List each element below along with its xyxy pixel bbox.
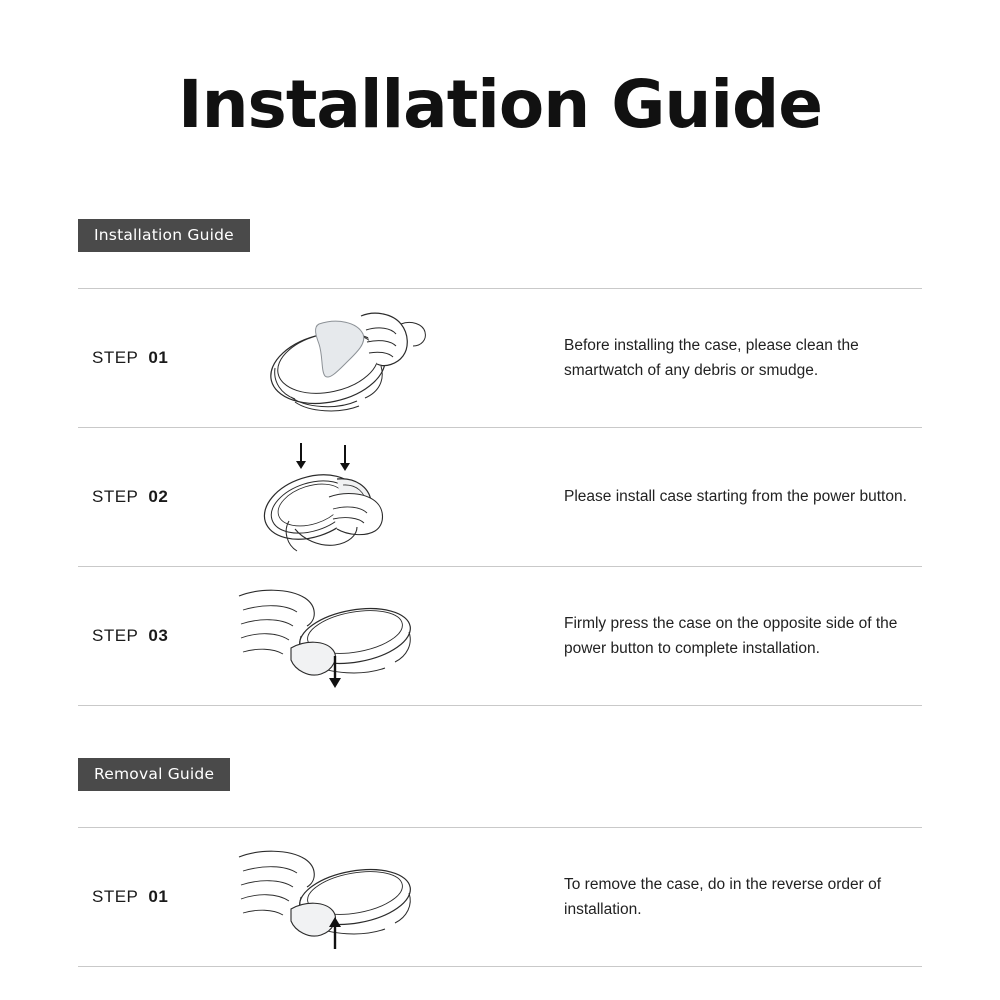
step-text-2: Please install case starting from the power button. [564,488,907,506]
step-text-1: Before installing the case, please clean the smartwatch of any debris or smudge. [564,336,859,379]
section-gap [0,706,1000,758]
section-tag-wrap-removal [0,758,1000,791]
step-word-removal-1: STEP [92,887,139,906]
table-row [78,567,922,706]
table-row [78,428,922,567]
step-word-1: STEP [92,348,139,367]
down-arrow-icon [340,445,350,471]
steps-table-installation [78,288,922,706]
section-removal-guide [0,758,1000,967]
wipe-smartwatch-illustration [218,293,478,423]
step-label-2 [78,487,218,507]
section-tag-installation: Installation Guide [78,219,250,252]
section-installation-guide [0,219,1000,706]
step-number-removal-1: 01 [148,887,169,906]
remove-case-illustration [218,832,478,962]
table-row [78,289,922,428]
down-arrow-icon [296,443,306,469]
section-tag-removal: Removal Guide [78,758,230,791]
step-label-removal-1 [78,887,218,907]
page-title: Installation Guide [178,66,822,143]
title-spacer [0,143,1000,219]
section-tag-wrap-installation [0,219,1000,252]
step-number-2: 02 [148,487,169,506]
tag-spacer-2 [0,791,1000,827]
table-row [78,828,922,967]
step-label-1 [78,348,218,368]
steps-table-removal [78,827,922,967]
tag-spacer-1 [0,252,1000,288]
step-label-3 [78,626,218,646]
step-word-3: STEP [92,626,139,645]
press-case-power-button-illustration [218,432,478,562]
step-number-1: 01 [148,348,169,367]
press-case-opposite-side-illustration [218,571,478,701]
step-text-removal-1: To remove the case, do in the reverse order of installation. [564,875,882,918]
step-text-3: Firmly press the case on the opposite side of the power button to complete installation. [564,614,898,657]
step-number-3: 03 [148,626,169,645]
step-word-2: STEP [92,487,139,506]
